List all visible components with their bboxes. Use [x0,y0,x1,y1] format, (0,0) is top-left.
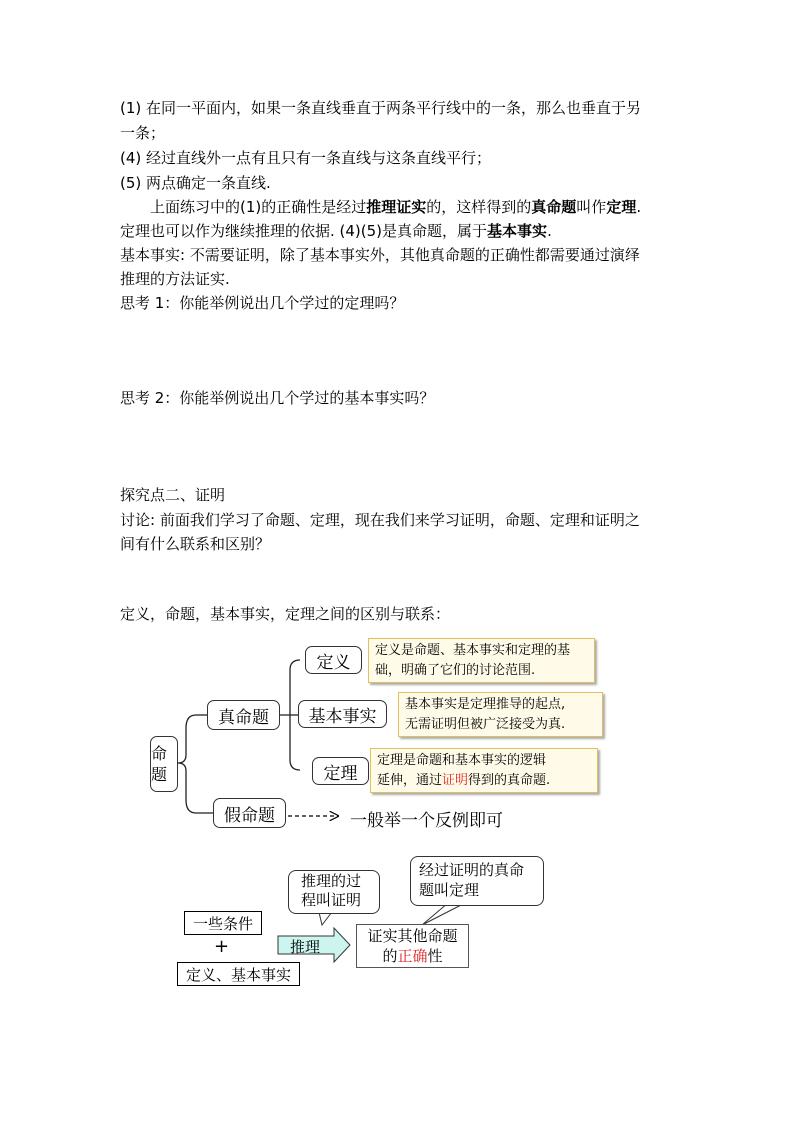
node-true-proposition: 真命题 [207,700,280,730]
relation-heading: 定义，命题，基本事实，定理之间的区别与联系： [120,605,451,623]
basic-fact-desc-line-1: 基本事实: 不需要证明，除了基本事实外，其他真命题的正确性都需要通过演绎 [120,246,640,264]
item-1-line-2: 一条； [120,124,166,142]
node-false-proposition: 假命题 [213,798,286,828]
basis-box: 定义、基本事实 [177,962,300,986]
note-definition: 定义是命题、基本事实和定理的基 础，明确了它们的讨论范围. [368,638,595,683]
note-theorem: 定理是命题和基本事实的逻辑 延伸，通过证明得到的真命题. [370,748,598,793]
node-basic-fact: 基本事实 [298,700,387,728]
node-definition: 定义 [305,646,362,674]
bold-term: 推理证实 [366,198,427,216]
note-basic-fact: 基本事实是定理推导的起点, 无需证明但被广泛接受为真. [398,692,603,737]
false-prop-hint: 一般举一个反例即可 [350,811,503,831]
node-theorem: 定理 [312,757,369,785]
think-2: 思考 2：你能举例说出几个学过的基本事实吗？ [120,389,435,407]
basic-fact-desc-line-2: 推理的方法证实. [120,270,230,288]
discussion-line-1: 讨论: 前面我们学习了命题、定理，现在我们来学习证明，命题、定理和证明之 [120,511,640,529]
bold-term: 定理 [606,198,637,216]
think-1: 思考 1：你能举例说出几个学过的定理吗？ [120,294,405,312]
callout-theorem-line-1: 经过证明的真命 [419,861,525,879]
node-proposition: 命题 [150,736,178,792]
item-5: (5) 两点确定一条直线. [120,174,271,192]
paragraph-basic-fact: 定理也可以作为继续推理的依据. (4)(5)是真命题，属于基本事实. [120,222,552,240]
discussion-line-2: 间有什么联系和区别？ [120,535,271,553]
item-4: (4) 经过直线外一点有且只有一条直线与这条直线平行； [120,149,492,167]
item-1-line-1: (1) 在同一平面内，如果一条直线垂直于两条平行线中的一条，那么也垂直于另 [120,99,642,117]
paragraph-theorem-def: 上面练习中的(1)的正确性是经过推理证实的，这样得到的真命题叫作定理. [150,198,642,216]
bold-term: 基本事实 [487,222,548,240]
section-title: 探究点二、证明 [120,486,226,504]
bold-term: 真命题 [531,198,577,216]
conditions-box: 一些条件 [184,911,262,935]
reasoning-label: 推理 [290,938,321,956]
plus-sign: + [214,936,230,957]
callout-theorem-line-2: 题叫定理 [419,881,480,899]
result-box: 证实其他命题 的正确性 [356,924,469,968]
callout-proof-line-2: 程叫证明 [301,891,362,909]
callout-proof-line-1: 推理的过 [301,872,362,890]
